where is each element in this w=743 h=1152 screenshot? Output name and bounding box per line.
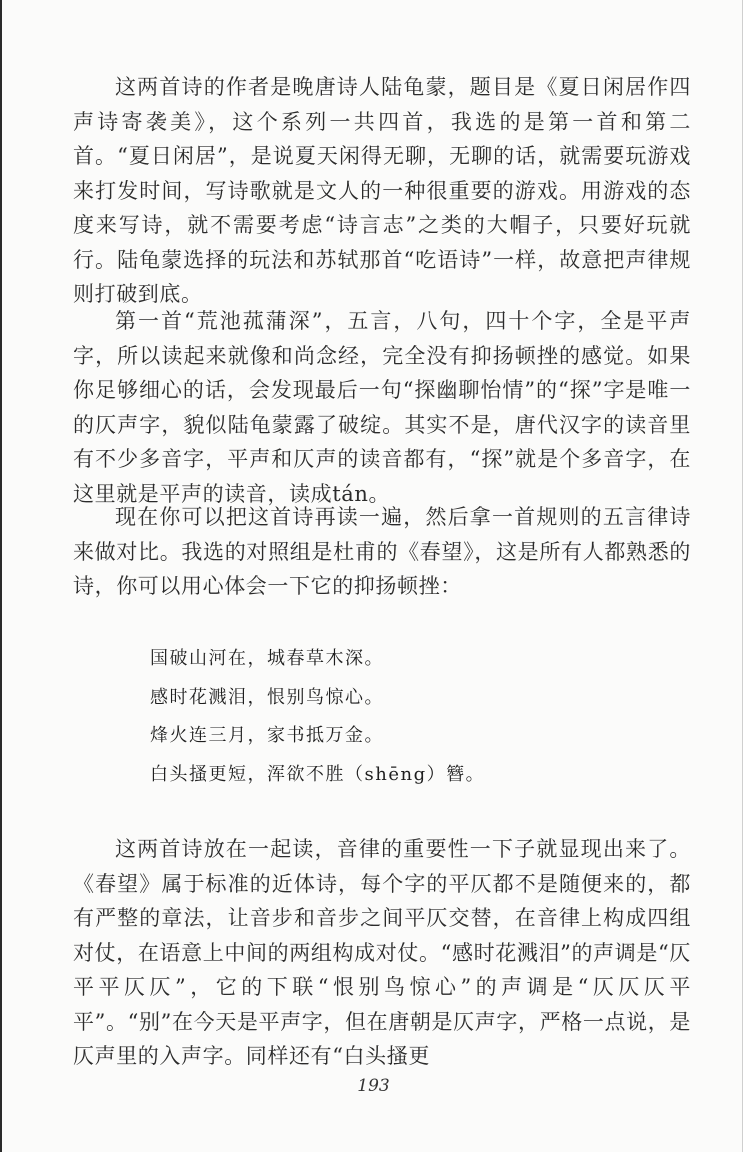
poem-line: 国破山河在，城春草木深。	[150, 648, 384, 669]
paragraph-3: 现在你可以把这首诗再读一遍，然后拿一首规则的五言律诗来做对比。我选的对照组是杜甫的《春望》，这是所有人都熟悉的诗，你可以用心体会一下它的抑扬顿挫：	[73, 505, 691, 598]
paragraph-4: 这两首诗放在一起读，音律的重要性一下子就显现出来了。《春望》属于标准的近体诗，每个字的平仄都不是随便来的，都有严整的章法，让音步和音步之间平仄交替，在音律上构成四组对仗，在语意上中间的两组构成对仗。“感时花溅泪”的声调是“仄平平仄仄”，它的下联“恨别鸟惊心”的声调是“仄仄仄平平”。“别”在今天是平声字，但在唐朝是仄声字，严格一点说，是仄声里的入声字。同样还有“白头搔更	[73, 837, 691, 1068]
poem-line: 白头搔更短，浑欲不胜（shēng）簪。	[150, 763, 486, 785]
paragraph-1: 这两首诗的作者是晚唐诗人陆龟蒙，题目是《夏日闲居作四声诗寄袭美》，这个系列一共四首，我选的是第一首和第二首。“夏日闲居”，是说夏天闲得无聊，无聊的话，就需要玩游戏来打发时间，写诗歌就是文人的一种很重要的游戏。用游戏的态度来写诗，就不需要考虑“诗言志”之类的大帽子，只要好玩就行。陆龟蒙选择的玩法和苏轼那首“吃语诗”一样，故意把声律规则打破到底。	[73, 75, 691, 306]
page-number: 193	[357, 1076, 390, 1096]
poem-line: 烽火连三月，家书抵万金。	[150, 725, 384, 746]
poem-line: 感时花溅泪，恨别鸟惊心。	[150, 686, 384, 708]
poem-chunwang	[150, 640, 550, 794]
paragraph-2: 第一首“荒池菰蒲深”，五言，八句，四十个字，全是平声字，所以读起来就像和尚念经，完全没有抑扬顿挫的感觉。如果你足够细心的话，会发现最后一句“探幽聊怡情”的“探”字是唯一的仄声字，貌似陆龟蒙露了破绽。其实不是，唐代汉字的读音里有不少多音字，平声和仄声的读音都有，“探”就是个多音字，在这里就是平声的读音，读成tán。	[73, 309, 691, 506]
